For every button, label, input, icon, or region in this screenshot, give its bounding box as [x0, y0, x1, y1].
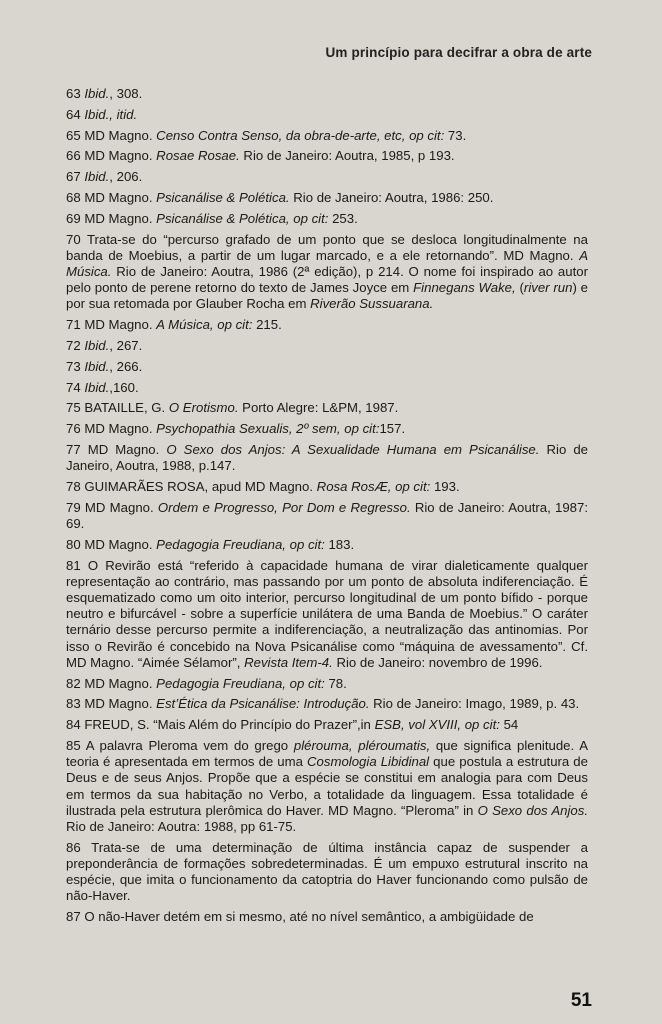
endnote-65 — [66, 128, 588, 144]
endnote-70 — [66, 232, 588, 313]
endnote-italic-text: O Sexo dos Anjos: A Sexualidade Humana em Psicanálise. — [166, 441, 540, 457]
endnote-text: Rio de Janeiro: Aoutra, 1985, p 193. — [239, 148, 455, 164]
endnote-81 — [66, 558, 588, 671]
endnote-italic-text: plérouma, pléroumatis, — [293, 737, 431, 753]
endnote-number: 86 — [66, 839, 81, 855]
endnote-italic-text: Ordem e Progresso, Por Dom e Regresso. — [157, 499, 411, 515]
endnote-text: Rio de Janeiro: Imago, 1989, p. 43. — [369, 696, 580, 712]
endnote-italic-text: Psicanálise & Polética, op cit: — [156, 210, 329, 226]
endnote-text: 215. — [252, 317, 282, 333]
endnote-67 — [66, 169, 588, 185]
endnote-italic-text: Psicanálise & Polética. — [156, 189, 290, 205]
endnote-text: , 267. — [109, 337, 143, 353]
endnote-italic-text: Revista Item-4. — [244, 654, 333, 670]
endnote-number: 84 — [66, 717, 81, 733]
endnote-italic-text: O Erotismo. — [168, 400, 239, 416]
endnote-text: ,160. — [109, 379, 139, 395]
endnote-text: A palavra Pleroma vem do grego — [85, 737, 294, 753]
endnote-66 — [66, 148, 588, 164]
endnote-text: Rio de Janeiro: Aoutra, 1986 (2ª edição), p 214. O nome foi inspirado ao autor pelo ponto de perene retorno do texto de James Joyce em — [66, 263, 588, 296]
endnote-text: MD Magno. — [84, 148, 157, 164]
endnote-78 — [66, 479, 588, 495]
endnote-number: 66 — [66, 148, 81, 164]
endnote-italic-text: Ibid. — [84, 86, 110, 101]
endnote-italic-text: Pedagogia Freudiana, op cit: — [156, 675, 325, 691]
endnote-number: 65 — [66, 127, 81, 143]
endnote-text: Rio de Janeiro: Aoutra, 1987: 69. — [66, 499, 588, 531]
endnote-text: O Revirão está “referido à capacidade humana de virar dialeticamente qualquer representação ao contrário, mas passando por um ponto de absoluta indiferenciação. É esquematizado como um oito interior, percurso longitudinal de um ponto bífido - porque neutro e bifurcável - sobre a superfície unilátera de uma Banda de Moebius.” O caráter ternário desse percurso permite a indiferenciação, a neutralização das antinomias. Por isso o Revirão é concebido na Nova Psicanálise como “máquina de avessamento”. Cf. MD Magno. “Aimée Sélamor”, — [66, 557, 588, 670]
endnote-79 — [66, 500, 588, 532]
endnote-italic-text: Rosa RosÆ, op cit: — [316, 478, 431, 494]
endnote-number: 85 — [66, 737, 81, 753]
endnote-87 — [66, 909, 588, 925]
endnote-text: MD Magno. — [84, 696, 157, 712]
endnote-80 — [66, 537, 588, 553]
endnote-italic-text: Ibid. — [84, 169, 110, 185]
endnote-text: que postula a estrutura de Deus e de seus Anjos. Propõe que a espécie se constitui em analogia para com Deus em termos da sua habitação no Verbo, a totalidade da linguagem. Essa totalidade é ilustrada pela estrutura plerômica do Haver. MD Magno. “Pleroma” in — [66, 754, 588, 818]
endnote-number: 87 — [66, 909, 81, 925]
endnotes-list — [66, 86, 588, 930]
endnote-number: 79 — [66, 499, 81, 515]
endnote-text: ( — [515, 280, 524, 296]
endnote-text: 183. — [324, 536, 355, 552]
endnote-italic-text: Censo Contra Senso, da obra-de-arte, etc, op cit: — [156, 127, 445, 143]
endnote-86 — [66, 840, 588, 905]
endnote-italic-text: Riverão Sussuarana. — [310, 296, 434, 312]
endnote-text: Porto Alegre: L&PM, 1987. — [238, 400, 399, 416]
endnote-63 — [66, 86, 588, 102]
endnote-text: MD Magno. — [84, 127, 157, 143]
endnote-text: FREUD, S. “Mais Além do Princípio do Prazer”,in — [84, 717, 375, 733]
endnote-italic-text: O Sexo dos Anjos. — [477, 802, 589, 818]
endnote-number: 67 — [66, 169, 81, 185]
endnote-italic-text: A Música, op cit: — [156, 317, 253, 333]
endnote-text: Rio de Janeiro: novembro de 1996. — [332, 654, 543, 670]
endnote-text: MD Magno. — [84, 189, 157, 205]
endnote-number: 64 — [66, 106, 81, 122]
endnote-text: MD Magno. — [84, 499, 158, 515]
endnote-85 — [66, 738, 588, 835]
endnote-number: 75 — [66, 400, 81, 416]
endnote-number: 70 — [66, 231, 81, 247]
endnote-number: 73 — [66, 358, 81, 374]
endnote-italic-text: Rosae Rosae. — [156, 148, 240, 164]
endnote-text: Rio de Janeiro: Aoutra: 1988, pp 61-75. — [66, 818, 297, 834]
endnote-72 — [66, 338, 588, 354]
endnote-italic-text: Ibid. — [84, 358, 110, 374]
endnote-text: , 206. — [109, 169, 143, 185]
endnote-text: Rio de Janeiro: Aoutra, 1986: 250. — [289, 189, 494, 205]
endnote-italic-text: Ibid. — [84, 337, 110, 353]
endnote-italic-text: Cosmologia Libidinal — [307, 754, 430, 770]
endnote-64 — [66, 107, 588, 123]
endnote-75 — [66, 400, 588, 416]
endnote-number: 78 — [66, 478, 81, 494]
endnote-italic-text: river run — [523, 280, 573, 296]
endnote-number: 69 — [66, 210, 81, 226]
page-number: 51 — [570, 990, 592, 1011]
endnote-italic-text: Ibid. — [84, 379, 110, 395]
endnote-68 — [66, 190, 588, 206]
endnote-text: MD Magno. — [84, 675, 157, 691]
endnote-77 — [66, 442, 588, 474]
endnote-italic-text: ESB, vol XVIII, op cit: — [374, 717, 500, 733]
endnote-text: Rio de Janeiro, Aoutra, 1988, p.147. — [66, 441, 588, 474]
running-header: Um princípio para decifrar a obra de arte — [325, 45, 592, 60]
endnote-text: que significa plenitude. A teoria é apresentada em termos de uma — [66, 737, 588, 770]
endnote-number: 68 — [66, 189, 81, 205]
endnote-text: MD Magno. — [87, 441, 167, 457]
endnote-italic-text: Finnegans Wake, — [413, 280, 516, 296]
endnote-text: MD Magno. — [84, 536, 157, 552]
endnote-number: 76 — [66, 421, 81, 437]
endnote-text: 78. — [324, 675, 347, 691]
endnote-text: 54 — [499, 717, 519, 733]
endnote-76 — [66, 421, 588, 437]
endnote-italic-text: Psychopathia Sexualis, 2º sem, op cit: — [156, 421, 380, 437]
endnote-number: 80 — [66, 536, 81, 552]
endnote-73 — [66, 359, 588, 375]
endnote-number: 83 — [66, 696, 81, 712]
endnote-83 — [66, 696, 588, 712]
endnote-text: , 266. — [109, 358, 143, 374]
endnote-text: MD Magno. — [84, 421, 157, 437]
endnote-italic-text: Pedagogia Freudiana, op cit: — [156, 536, 325, 552]
endnote-number: 63 — [66, 86, 81, 101]
endnote-text: BATAILLE, G. — [84, 400, 169, 416]
endnote-number: 82 — [66, 675, 81, 691]
endnote-84 — [66, 717, 588, 733]
endnote-text: O não-Haver detém em si mesmo, até no nível semântico, a ambigüidade de — [84, 909, 534, 925]
endnote-number: 71 — [66, 317, 81, 333]
endnote-text: MD Magno. — [84, 317, 157, 333]
endnote-text: MD Magno. — [84, 210, 157, 226]
endnote-text: 157. — [379, 421, 406, 437]
endnote-italic-text: A Música. — [66, 247, 588, 279]
endnote-text: 193. — [430, 478, 460, 494]
endnote-number: 72 — [66, 337, 81, 353]
endnote-text: GUIMARÃES ROSA, apud MD Magno. — [84, 478, 317, 494]
endnote-italic-text: Est’Ética da Psicanálise: Introdução. — [156, 696, 370, 712]
endnote-number: 77 — [66, 441, 81, 457]
endnote-text: , 308. — [109, 86, 143, 101]
endnote-number: 74 — [66, 379, 81, 395]
endnote-text: Trata-se de uma determinação de última instância capaz de suspender a preponderância de formações sobredeterminadas. É um empuxo estrutural inscrito na espécie, que imita o funcionamento da catoptria do Haver funcionando como pulsão de não-Haver. — [66, 839, 588, 904]
endnote-71 — [66, 317, 588, 333]
endnote-italic-text: Ibid., itid. — [84, 106, 138, 122]
endnote-text: ) e por sua retomada por Glauber Rocha em — [66, 280, 589, 312]
endnote-text: Trata-se do “percurso grafado de um ponto que se desloca longitudinalmente na banda de Moebius, a partir de um lugar marcado, e a ele retornando”. MD Magno. — [66, 231, 588, 263]
endnote-text: 253. — [328, 210, 358, 226]
endnote-82 — [66, 676, 588, 692]
endnote-text: 73. — [444, 127, 467, 143]
endnote-74 — [66, 380, 588, 396]
endnote-number: 81 — [66, 557, 81, 573]
endnote-69 — [66, 211, 588, 227]
